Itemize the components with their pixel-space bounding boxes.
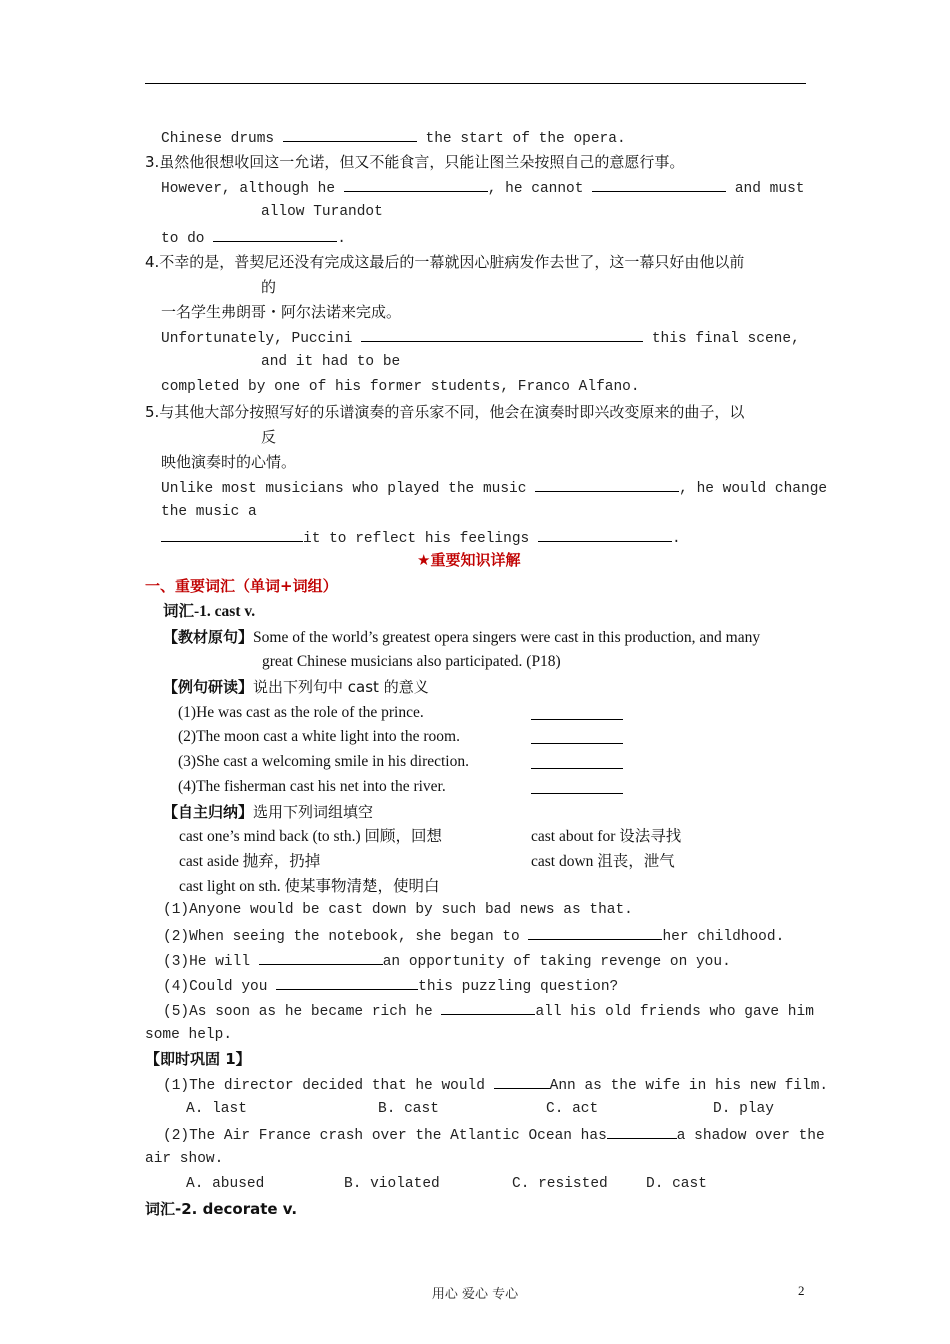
answer-blank: [531, 719, 623, 720]
section-heading: ★重要知识详解: [417, 551, 521, 569]
exercise-line: Chinese drums the start of the opera.: [161, 127, 626, 149]
mc-question: (1)The director decided that he would Ann as the wife in his new film.: [163, 1074, 828, 1096]
example-sentence: (3)She cast a welcoming smile in his direction.: [178, 753, 469, 770]
exercise-chinese: 3.虽然他很想收回这一允诺，但又不能食言，只能让图兰朵按照自己的意愿行事。: [145, 153, 685, 171]
exercise-line: allow Turandot: [261, 204, 383, 220]
exercise-chinese: 5.与其他大部分按照写好的乐谱演奏的音乐家不同，他会在演奏时即兴改变原来的曲子，以: [145, 403, 745, 421]
mc-option: D. cast: [646, 1176, 707, 1192]
mc-option: B. violated: [344, 1176, 440, 1192]
question-line: (5)As soon as he became rich he all his old friends who gave him: [163, 1000, 814, 1022]
mc-question: (2)The Air France crash over the Atlantic Ocean has a shadow over the: [163, 1124, 825, 1146]
question-line: (1)Anyone would be cast down by such bad news as that.: [163, 902, 633, 918]
phrase-item: cast about for 设法寻找: [531, 828, 682, 845]
mc-option: A. abused: [186, 1176, 265, 1192]
page-number: 2: [798, 1283, 805, 1298]
answer-blank: [531, 743, 623, 744]
question-line: (3)He will an opportunity of taking revenge on you.: [163, 950, 731, 972]
mc-option: C. resisted: [512, 1176, 608, 1192]
example-sentence: (2)The moon cast a white light into the room.: [178, 728, 460, 745]
exercise-chinese: 一名学生弗朗哥・阿尔法诺来完成。: [161, 303, 402, 321]
example-heading: 【例句研读】说出下列句中 cast 的意义: [163, 678, 429, 696]
section-heading: 一、重要词汇（单词+词组）: [145, 577, 338, 595]
answer-blank: [531, 793, 623, 794]
exercise-line: However, although he , he cannot and must: [161, 177, 804, 199]
exercise-chinese: 的: [261, 278, 277, 296]
exercise-chinese: 反: [261, 428, 277, 446]
exercise-line: and it had to be: [261, 354, 401, 370]
mc-option: C. act: [546, 1101, 599, 1117]
exercise-line: Unfortunately, Puccini this final scene,: [161, 327, 800, 349]
exercise-line: completed by one of his former students, Franco Alfano.: [161, 379, 640, 395]
mc-option: D. play: [713, 1101, 774, 1117]
question-line: some help.: [145, 1027, 233, 1043]
vocab-title: 词汇-2. decorate v.: [145, 1200, 298, 1218]
phrase-item: cast down 沮丧，泄气: [531, 853, 675, 870]
phrase-item: cast aside 抛弃，扔掉: [179, 853, 321, 870]
exercise-chinese: 映他演奏时的心情。: [161, 453, 297, 471]
mc-option: B. cast: [378, 1101, 439, 1117]
page-footer: 用心 爱心 专心: [431, 1287, 519, 1302]
exercise-chinese: 4.不幸的是，普契尼还没有完成这最后的一幕就因心脏病发作去世了，这一幕只好由他以前: [145, 253, 745, 271]
vocab-title: 词汇-1. cast v.: [163, 603, 256, 620]
question-line: (4)Could you this puzzling question?: [163, 975, 618, 997]
phrase-item: cast light on sth. 使某事物清楚，使明白: [179, 878, 440, 895]
mc-question: air show.: [145, 1151, 224, 1167]
exercise-line: it to reflect his feelings .: [161, 527, 681, 549]
phrase-item: cast one’s mind back (to sth.) 回顾，回想: [179, 828, 443, 845]
summary-heading: 【自主归纳】选用下列词组填空: [163, 803, 374, 821]
exercise-line: Unlike most musicians who played the music , he would change: [161, 477, 827, 499]
header-rule: [145, 83, 806, 84]
exercise-line: the music a: [161, 504, 257, 520]
consolidation-heading: 【即时巩固 1】: [145, 1050, 251, 1068]
textbook-sentence: 【教材原句】Some of the world’s greatest opera singers were cast in this production, and many: [163, 628, 761, 646]
answer-blank: [531, 768, 623, 769]
example-sentence: (1)He was cast as the role of the prince.: [178, 704, 424, 721]
question-line: (2)When seeing the notebook, she began to her childhood.: [163, 925, 784, 947]
example-sentence: (4)The fisherman cast his net into the river.: [178, 778, 446, 795]
textbook-sentence: great Chinese musicians also participated. (P18): [262, 653, 561, 670]
exercise-line: to do .: [161, 227, 346, 249]
mc-option: A. last: [186, 1101, 247, 1117]
